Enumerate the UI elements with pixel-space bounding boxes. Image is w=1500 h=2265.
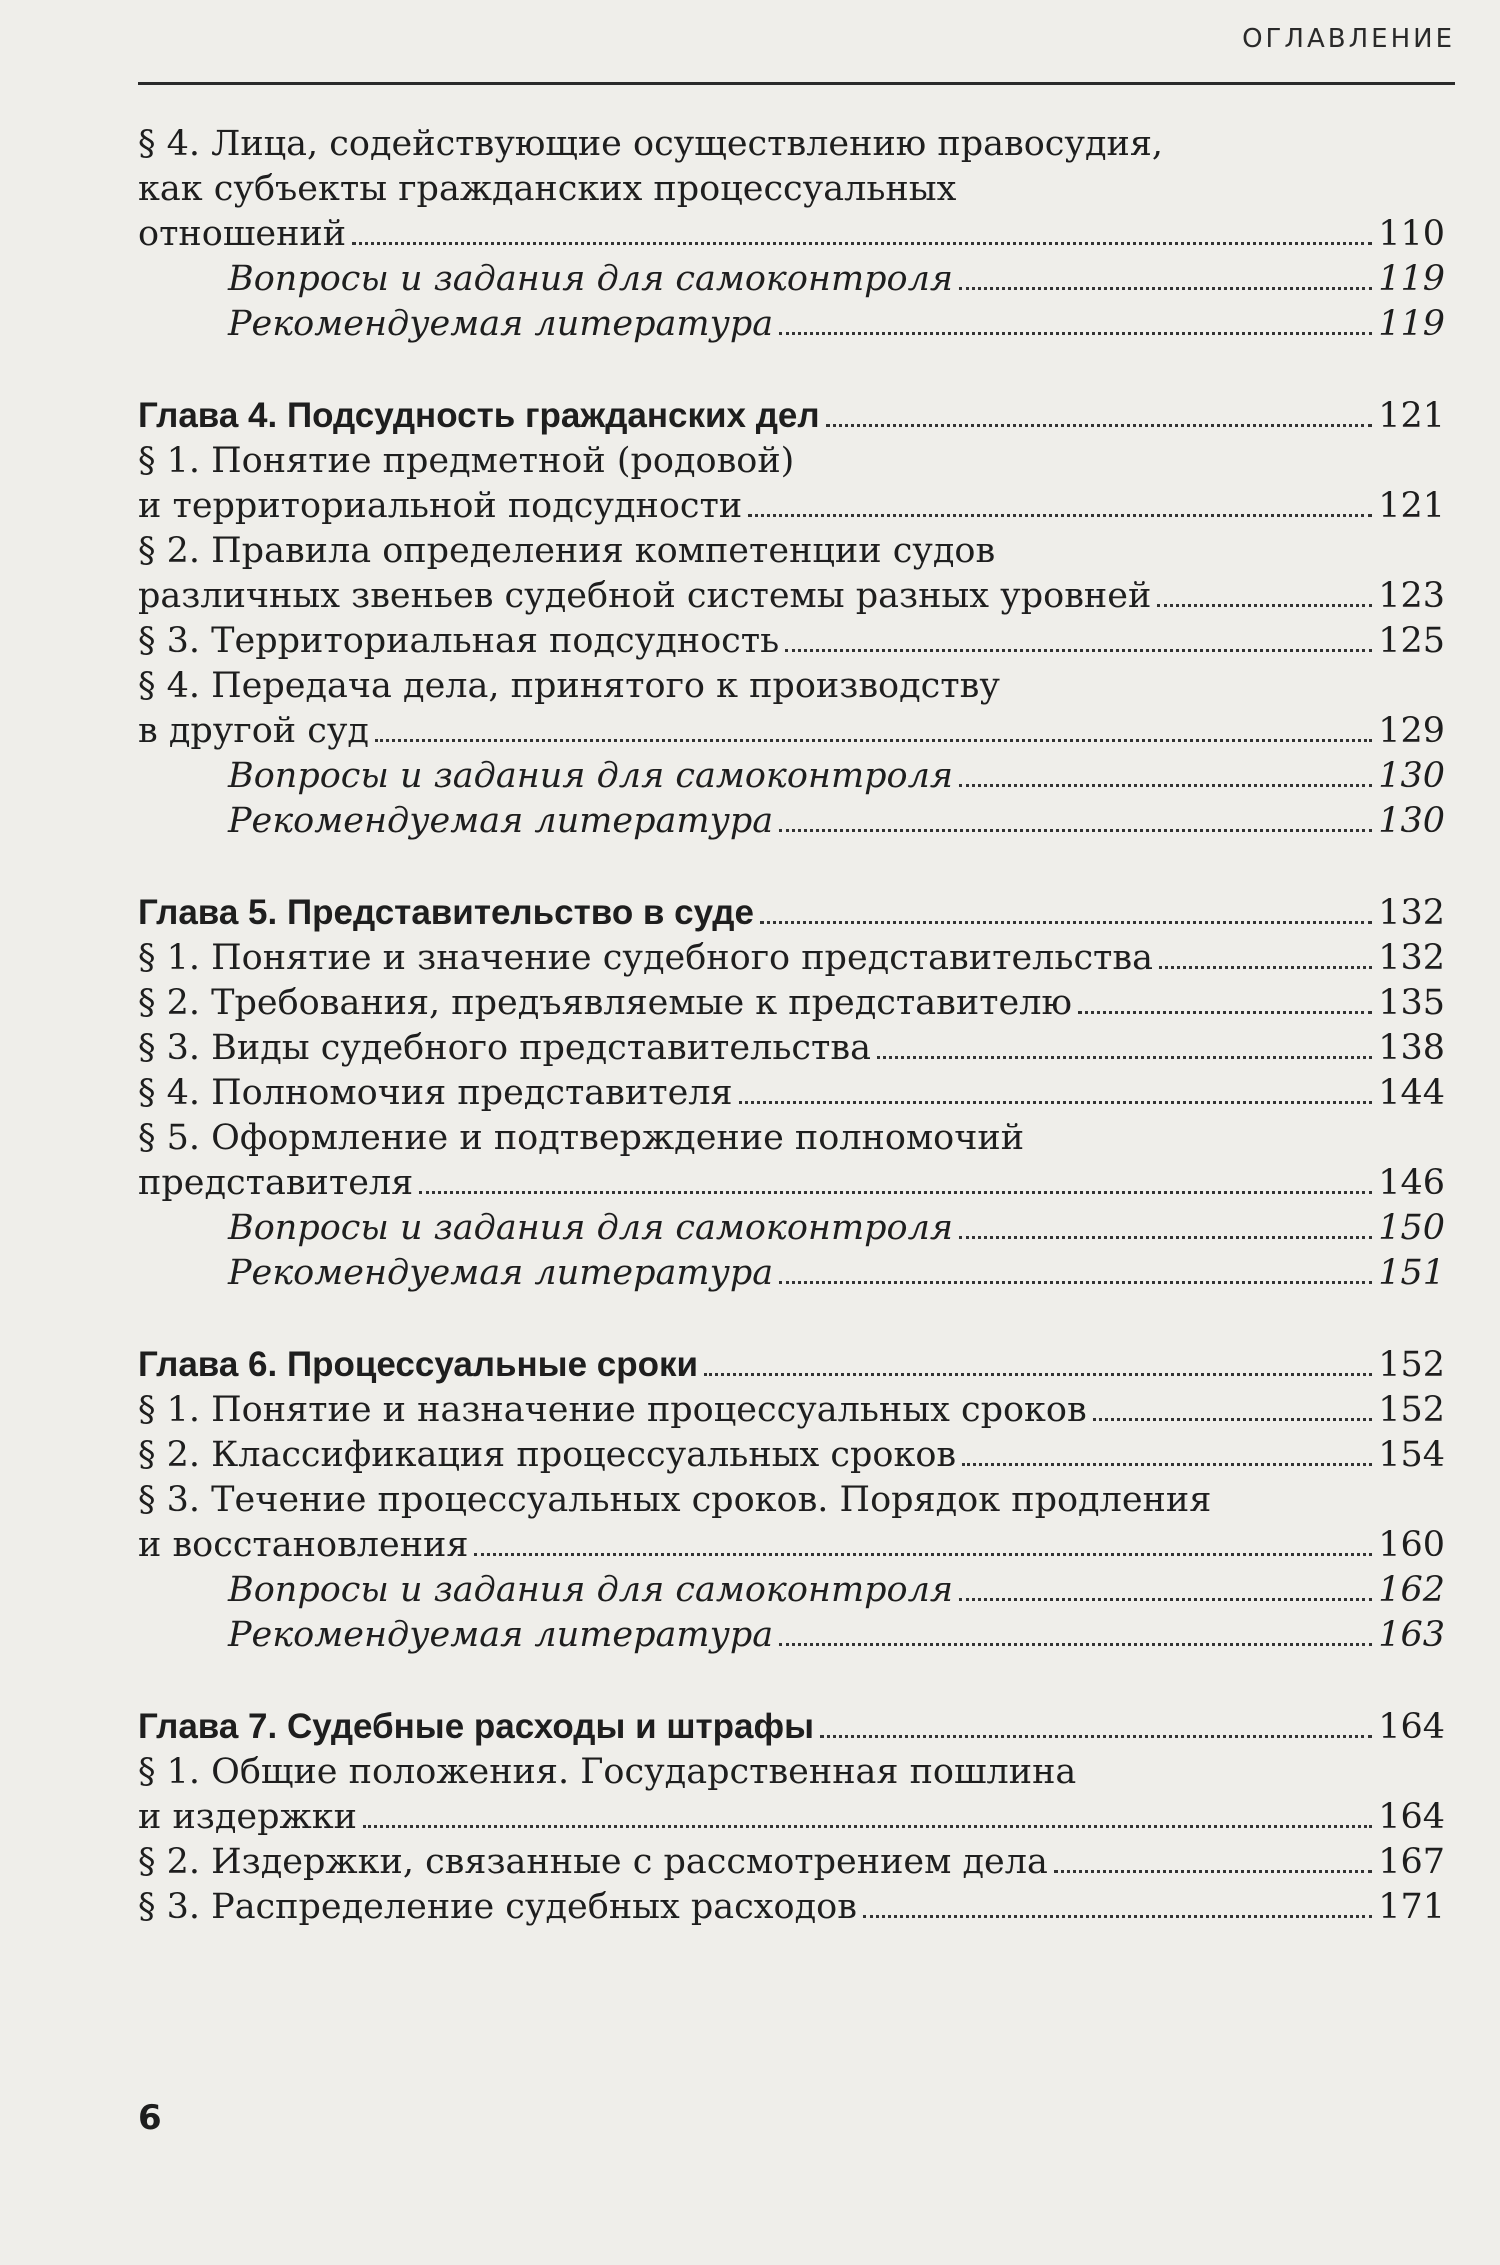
toc-entry-text: § 2. Правила определения компетенции судов (138, 531, 996, 571)
table-of-contents (138, 122, 1445, 1976)
toc-section (138, 122, 1445, 347)
toc-page-number: 163 (1378, 1615, 1445, 1655)
toc-entry[interactable] (138, 619, 1445, 664)
toc-page-number: 121 (1378, 486, 1445, 526)
leader-dots (1157, 604, 1372, 607)
toc-subentry[interactable] (138, 1206, 1445, 1251)
toc-entry[interactable] (138, 1026, 1445, 1071)
toc-entry[interactable] (138, 981, 1445, 1026)
leader-dots (419, 1191, 1372, 1194)
leader-dots (704, 1373, 1372, 1376)
toc-chapter[interactable] (138, 393, 1445, 439)
toc-entry[interactable] (138, 574, 1445, 619)
leader-dots (959, 1236, 1372, 1239)
toc-page-number: 125 (1378, 621, 1445, 661)
toc-entry[interactable] (138, 1840, 1445, 1885)
toc-page-number: 152 (1378, 1390, 1445, 1430)
toc-entry-title: Глава 5. Представительство в суде (138, 893, 754, 932)
toc-subentry[interactable] (138, 302, 1445, 347)
toc-chapter[interactable] (138, 1342, 1445, 1388)
toc-entry-title: Рекомендуемая литература (228, 801, 774, 841)
toc-entry[interactable] (138, 1433, 1445, 1478)
toc-page-number: 130 (1378, 756, 1445, 796)
toc-page-number: 151 (1378, 1253, 1445, 1293)
leader-dots (1078, 1011, 1372, 1014)
toc-entry-title: § 3. Территориальная подсудность (138, 621, 780, 661)
leader-dots (760, 921, 1372, 924)
toc-page-number: 123 (1378, 576, 1445, 616)
toc-entry[interactable] (138, 1885, 1445, 1930)
toc-entry[interactable] (138, 936, 1445, 981)
toc-section (138, 393, 1445, 844)
toc-entry[interactable] (138, 709, 1445, 754)
toc-entry-title: Вопросы и задания для самоконтроля (228, 259, 954, 299)
toc-subentry[interactable] (138, 1251, 1445, 1296)
toc-entry-title: и восстановления (138, 1525, 469, 1565)
toc-page-number: 138 (1378, 1028, 1445, 1068)
leader-dots (779, 1281, 1372, 1284)
toc-subentry[interactable] (138, 1568, 1445, 1613)
toc-page-number: 129 (1378, 711, 1445, 751)
toc-page-number: 119 (1378, 304, 1445, 344)
toc-entry[interactable] (138, 212, 1445, 257)
header-rule (138, 82, 1455, 85)
leader-dots (959, 287, 1372, 290)
toc-entry-text: § 3. Течение процессуальных сроков. Порядок продления (138, 1480, 1212, 1520)
toc-page-number: 171 (1378, 1887, 1445, 1927)
leader-dots (779, 1643, 1372, 1646)
toc-page-number: 130 (1378, 801, 1445, 841)
leader-dots (962, 1463, 1372, 1466)
toc-entry-title: § 2. Требования, предъявляемые к представителю (138, 983, 1072, 1023)
toc-entry-title: § 2. Издержки, связанные с рассмотрением дела (138, 1842, 1048, 1882)
toc-entry-title: § 1. Понятие и значение судебного представительства (138, 938, 1153, 978)
leader-dots (375, 739, 1372, 742)
toc-entry-title: Рекомендуемая литература (228, 1615, 774, 1655)
toc-entry-title: § 3. Распределение судебных расходов (138, 1887, 857, 1927)
toc-entry[interactable] (138, 1388, 1445, 1433)
toc-entry[interactable] (138, 1523, 1445, 1568)
toc-entry-title: Глава 4. Подсудность гражданских дел (138, 396, 820, 435)
toc-page-number: 160 (1378, 1525, 1445, 1565)
toc-entry-title: Рекомендуемая литература (228, 1253, 774, 1293)
leader-dots (474, 1553, 1372, 1556)
toc-entry-text: § 1. Общие положения. Государственная пошлина (138, 1752, 1077, 1792)
leader-dots (1054, 1870, 1372, 1873)
leader-dots (1093, 1418, 1372, 1421)
leader-dots (1159, 966, 1372, 969)
toc-entry-text: § 4. Лица, содействующие осуществлению правосудия, (138, 124, 1164, 164)
toc-section (138, 1704, 1445, 1930)
toc-chapter[interactable] (138, 890, 1445, 936)
toc-chapter[interactable] (138, 1704, 1445, 1750)
toc-entry-title: § 3. Виды судебного представительства (138, 1028, 871, 1068)
leader-dots (739, 1101, 1373, 1104)
toc-entry[interactable] (138, 484, 1445, 529)
toc-subentry[interactable] (138, 257, 1445, 302)
toc-page-number: 162 (1378, 1570, 1445, 1610)
toc-section (138, 1342, 1445, 1658)
running-title: ОГЛАВЛЕНИЕ (1242, 24, 1455, 54)
toc-entry-title: в другой суд (138, 711, 369, 751)
page-number: 6 (138, 2098, 162, 2138)
toc-subentry[interactable] (138, 1613, 1445, 1658)
toc-entry-title: § 1. Понятие и назначение процессуальных сроков (138, 1390, 1087, 1430)
toc-entry-title: различных звеньев судебной системы разных уровней (138, 576, 1152, 616)
toc-entry-title: § 2. Классификация процессуальных сроков (138, 1435, 957, 1475)
toc-entry-title: и издержки (138, 1797, 357, 1837)
toc-entry-title: Вопросы и задания для самоконтроля (228, 756, 954, 796)
toc-entry-title: § 4. Полномочия представителя (138, 1073, 733, 1113)
toc-entry-title: Рекомендуемая литература (228, 304, 774, 344)
leader-dots (863, 1915, 1372, 1918)
toc-page-number: 146 (1378, 1163, 1445, 1203)
toc-page-number: 167 (1378, 1842, 1445, 1882)
toc-entry-title: Вопросы и задания для самоконтроля (228, 1570, 954, 1610)
toc-page-number: 164 (1378, 1707, 1445, 1747)
leader-dots (826, 424, 1373, 427)
leader-dots (779, 332, 1372, 335)
toc-entry-title: представителя (138, 1163, 414, 1203)
leader-dots (785, 649, 1372, 652)
toc-section (138, 890, 1445, 1296)
toc-page-number: 132 (1378, 938, 1445, 978)
leader-dots (959, 1598, 1372, 1601)
toc-subentry[interactable] (138, 754, 1445, 799)
toc-page-number: 152 (1378, 1345, 1445, 1385)
leader-dots (820, 1735, 1372, 1738)
toc-page-number: 121 (1378, 396, 1445, 436)
toc-subentry[interactable] (138, 799, 1445, 844)
toc-entry-title: Глава 6. Процессуальные сроки (138, 1345, 699, 1384)
leader-dots (877, 1056, 1372, 1059)
toc-page-number: 144 (1378, 1073, 1445, 1113)
toc-entry-text: как субъекты гражданских процессуальных (138, 169, 957, 209)
toc-entry[interactable] (138, 1071, 1445, 1116)
toc-entry-title: отношений (138, 214, 347, 254)
toc-page-number: 164 (1378, 1797, 1445, 1837)
toc-page-number: 110 (1378, 214, 1445, 254)
toc-page-number: 119 (1378, 259, 1445, 299)
leader-dots (352, 242, 1372, 245)
leader-dots (748, 514, 1372, 517)
toc-entry-title: Глава 7. Судебные расходы и штрафы (138, 1707, 814, 1746)
toc-entry-text: § 1. Понятие предметной (родовой) (138, 441, 795, 481)
toc-entry-title: и территориальной подсудности (138, 486, 743, 526)
toc-entry-text: § 4. Передача дела, принятого к производству (138, 666, 1000, 706)
leader-dots (959, 784, 1372, 787)
toc-page-number: 135 (1378, 983, 1445, 1023)
leader-dots (779, 829, 1372, 832)
toc-page-number: 150 (1378, 1208, 1445, 1248)
toc-page-number: 132 (1378, 893, 1445, 933)
toc-entry[interactable] (138, 1161, 1445, 1206)
toc-entry-title: Вопросы и задания для самоконтроля (228, 1208, 954, 1248)
leader-dots (363, 1825, 1372, 1828)
toc-page-number: 154 (1378, 1435, 1445, 1475)
toc-entry[interactable] (138, 1795, 1445, 1840)
toc-entry-text: § 5. Оформление и подтверждение полномочий (138, 1118, 1025, 1158)
